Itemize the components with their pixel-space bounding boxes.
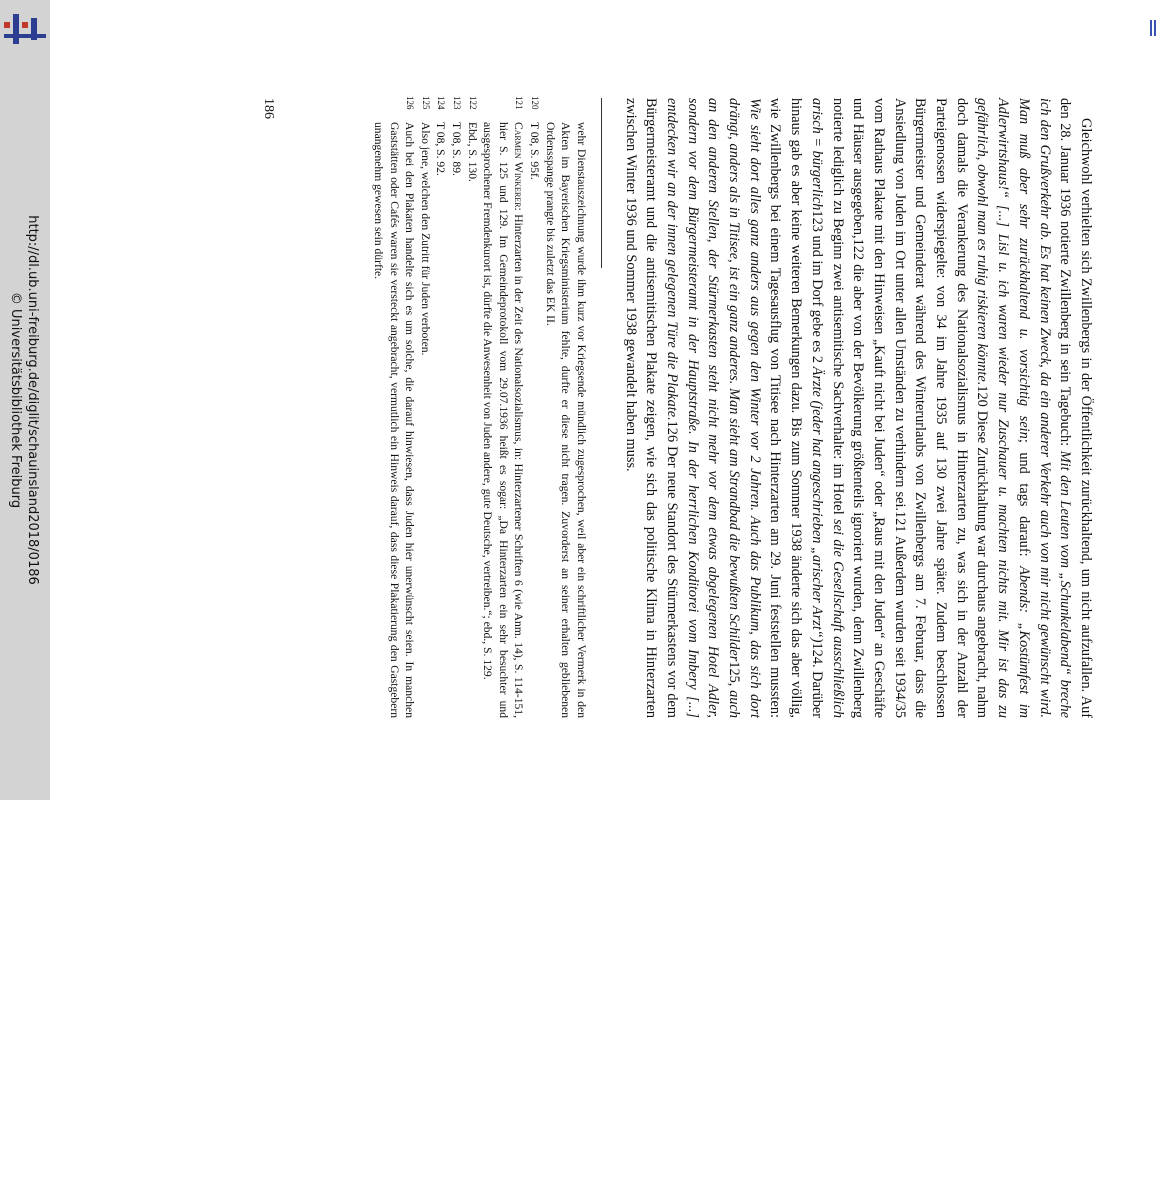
footnote [417, 98, 433, 718]
footnote [464, 98, 480, 718]
footnote-text: : Hinterzarten in der Zeit des Nationalsozialismus, in: Hinterzartener Schriften 6 (wie Anm. 14), S. 114-151, hier S. 125 und 129. Im Gemeindeprotokoll vom 29.07.1936 heißt es sogar: „Da Hinterzarten ein sehr besuchter und ausgesprochener Fremdenkurort ist, dürfte die Anwesenheit von Juden andere, gute Deutsche, vertreiben.“; ebd., S. 129. [481, 122, 526, 718]
copyright-notice: © Universitätsbibliothek Freiburg [8, 291, 23, 509]
body-paragraph [620, 98, 1096, 718]
footnote-text: Ebd., S. 130. [465, 122, 479, 182]
footnote-text: wehr Dienstauszeichnung wurde ihm kurz vor Kriegsende mündlich zugesprochen, weil aber ein schriftlicher Vermerk in den Akten im Bayerischen Kriegsministerium fehlte, durfte er diese nicht tragen. Zuvorderst an seiner erhalten gebliebenen Ordensspange prangte bis zuletzt das EK II. [543, 122, 588, 718]
footnote-divider [601, 98, 602, 268]
body-text-run: 121 [891, 511, 908, 536]
body-text-run: Gleichwohl verhielten sich Zwillenbergs in der Öffentlichkeit zurückhaltend, um nicht aufzufallen. Auf den 28. Januar 1936 notierte Zwillenberg in sein Tagebuch: [1057, 98, 1094, 718]
body-text-run: 126 [663, 420, 680, 447]
quoted-diary-text: sei die Gesellschaft ausschließlich arisch = bürgerlich [808, 98, 846, 718]
body-text-run: Außerdem wurden seit 1934/35 vom Rathaus Plakate mit den Hinweisen „Kauft nicht bei Juden“ oder „Raus mit den Juden“ an Geschäfte und Häuser ausgegeben, [850, 98, 908, 718]
body-text-run: die aber von der Bevölkerung größtenteils ignoriert wurden, denn Zwillenberg notierte lediglich zu Beginn zwei antisemitische Sachverhalte: im Hotel [829, 98, 867, 718]
body-text-run: ; und tags darauf: [1015, 438, 1032, 567]
footnote-number: 120 [530, 96, 541, 110]
footnote [542, 98, 589, 718]
footnote [371, 98, 418, 718]
footnote-text: Auch bei den Plakaten handelte sich es um solche, die darauf hinwiesen, dass Juden hier unerwünscht seien. In manchen Gaststätten oder Cafés waren sie versteckt angebracht, vermutlich ein Hinweis darauf, dass diese Plakatierung den Gastgebern unangenehm gewesen sein dürfte. [372, 122, 417, 718]
footnote [433, 98, 449, 718]
footnote-number: 121 [514, 96, 525, 110]
source-url[interactable]: http://dl.ub.uni-freiburg.de/diglit/schauinsland2018/0186 [25, 215, 40, 585]
body-text-run: Der neue Standort des Stürmerkastens vor dem Bürgermeisteramt und die antisemitischen Plakate zeigen, wie sich das politische Klima in Hinterzarten zwischen Winter 1936 und Sommer 1938 gewandelt haben muss. [622, 98, 680, 718]
footnote-number: 122 [467, 96, 478, 110]
footnote-text: Also jene, welchen den Zutritt für Juden verboten. [418, 122, 432, 356]
scroll-marker-icon [1150, 20, 1156, 36]
footnote-number: 126 [405, 96, 416, 110]
footnote [480, 98, 527, 718]
body-text-run: 123 und im Dorf gebe es 2 [808, 210, 825, 367]
document-page [76, 8, 1096, 1178]
body-text-run: 122 [850, 238, 867, 265]
quoted-diary-text: Ärzte (jeder hat angeschrieben „arischer Arzt“) [808, 366, 825, 643]
footnote-number: 125 [420, 96, 431, 110]
footnote-text: T 08, S. 89. [450, 122, 464, 176]
source-info [7, 0, 41, 800]
footnote [448, 98, 464, 718]
body-text-run: Diese Zurückhaltung war durchaus angebracht, nahm doch damals die Verankerung des Nationalsozialismus in Hinterzarten zu, was sich in der Anzahl der Parteigenossen widerspiegelte: von 34 im Jahre 1935 auf 130 zwei Jahre später. Zudem beschlossen Bürgermeister und Gemeinderat während des Winterurlaubs von Zwillenbergs am 7. Februar, dass die Ansiedlung von Juden im Ort unter allen Umständen zu verhindern sei. [891, 98, 991, 718]
body-text-run: 125, [726, 661, 743, 691]
footnote-number: 123 [452, 96, 463, 110]
footnote-text: T 08, S. 92. [434, 122, 448, 176]
body-text-run: 124. Darüber hinaus gab es aber keine weiteren Bemerkungen dazu. Bis zum Sommer 1938 änderte sich das aber völlig, wie Zwillenbergs bei einem Tagesausflug von Titisee nach Hinterzarten am 29. Juni feststellen mussten: [767, 98, 825, 718]
quoted-diary-text: auch an den anderen Stellen, der Stürmerkasten steht nicht mehr vor dem etwas abgelegenen Hotel Adler, sondern vor dem Bürgermeisteramt in der Hauptstraße. In der herrlichen Konditorei vom Imbery [...] entdecken wir an der innen gelegenen Türe die Plakate. [663, 98, 743, 718]
quoted-diary-text: Wie sieht dort alles ganz anders aus gegen den Winter vor 2 Jahren. Auch das Publikum, das sich dort drängt, anders als in Titisee, ist ein ganz anderes. Man sieht am Strandbad die bewußten Schilder [726, 98, 763, 718]
footnote-text: T 08, S. 95f. [528, 122, 542, 180]
footnote-number: 124 [436, 96, 447, 110]
footnote-author: Carmen Winkerer [512, 122, 526, 208]
quoted-diary-text: Mit den Leuten vom „Schunkelabend“ breche ich den Grußverkehr ab. Es hat keinen Zweck, da ein anderer Verkehr auch von mir nicht gewünscht wird. Man muß aber sehr zurückhaltend u. vorsichtig sein [1015, 98, 1074, 718]
footnotes [371, 98, 589, 718]
viewer-sidebar [0, 0, 50, 800]
footnote [526, 98, 542, 718]
body-text-run: 120 [974, 385, 991, 411]
page-number: 186 [261, 98, 276, 119]
quoted-diary-text: Abends: „Kostümfest im Adlerwirtshaus!“ [...] Lisl u. ich waren wieder nur Zuschauer u. machten nichts mit. Mir ist das zu gefährlich, obwohl man es ruhig riskieren könnte. [974, 98, 1032, 719]
